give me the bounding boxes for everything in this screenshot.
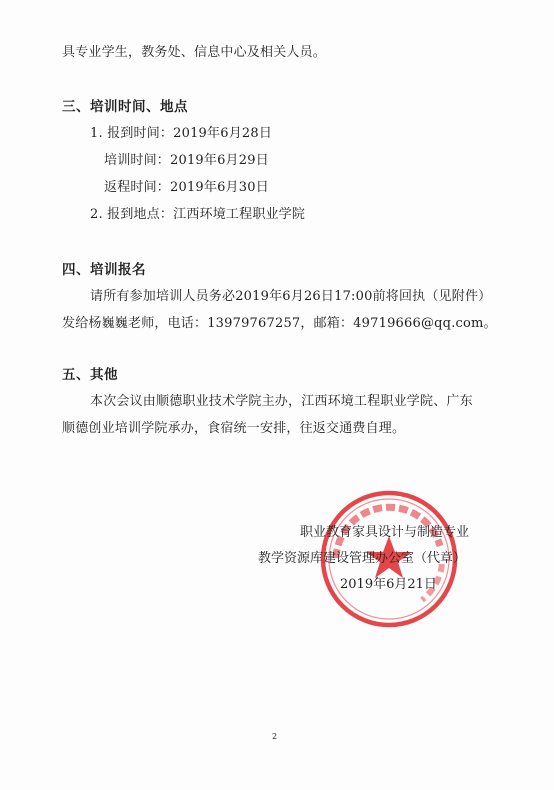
section-5-heading: 五、其他 [62,367,118,383]
section-4-line: 发给杨巍巍老师，电话：13979767257，邮箱：49719666@qq.com。 [62,316,497,331]
section-3-heading: 三、培训时间、地点 [62,99,188,115]
section-3-item: 2. 报到地点：江西环境工程职业学院 [90,207,306,222]
section-4-line: 请所有参加培训人员务必2019年6月26日17:00前将回执（见附件） [90,289,492,304]
section-3-item: 返程时间：2019年6月30日 [104,180,269,195]
section-5-line: 本次会议由顺德职业技术学院主办，江西环境工程职业学院、广东 [90,394,473,409]
section-5-line: 顺德创业培训学院承办，食宿统一安排，往返交通费自理。 [62,421,406,436]
signature-organization-line-1: 职业教育家具设计与制造专业 [300,525,470,540]
intro-continuation: 具专业学生，教务处、信息中心及相关人员。 [62,45,327,60]
section-3-item: 1. 报到时间：2019年6月28日 [90,126,273,141]
page-number: 2 [272,732,278,741]
section-4-heading: 四、培训报名 [62,262,146,278]
signature-date: 2019年6月21日 [340,577,437,592]
signature-organization-line-2: 教学资源库建设管理办公室（代章） [258,551,467,566]
section-3-item: 培训时间：2019年6月29日 [104,153,269,168]
